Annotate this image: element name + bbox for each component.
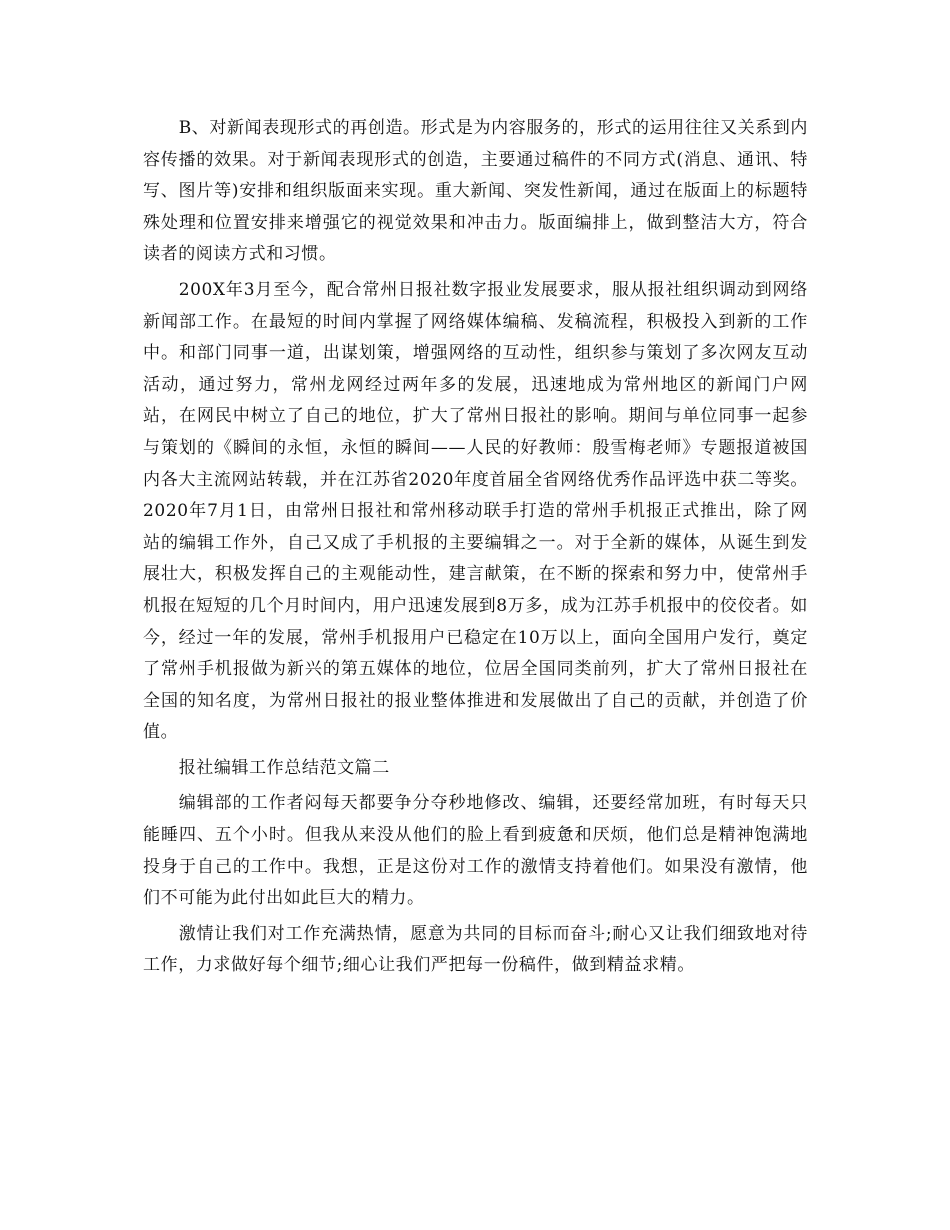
- paragraph-format-creation: B、对新闻表现形式的再创造。形式是为内容服务的，形式的运用往往又关系到内容传播的效果。对于新闻表现形式的创造，主要通过稿件的不同方式(消息、通讯、特写、图片等)安排和组织版面来实现。重大新闻、突发性新闻，通过在版面上的标题特殊处理和位置安排来增强它的视觉效果和冲击力。版面编排上，做到整洁大方，符合读者的阅读方式和习惯。: [143, 118, 808, 265]
- paragraph-network-work: 200X年3月至今，配合常州日报社数字报业发展要求，服从报社组织调动到网络新闻部工作。在最短的时间内掌握了网络媒体编稿、发稿流程，积极投入到新的工作中。和部门同事一道，出谋划策，增强网络的互动性，组织参与策划了多次网友互动活动，通过努力，常州龙网经过两年多的发展，迅速地成为常州地区的新闻门户网站，在网民中树立了自己的地位，扩大了常州日报社的影响。期间与单位同事一起参与策划的《瞬间的永恒，永恒的瞬间——人民的好教师：殷雪梅老师》专题报道被国内各大主流网站转载，并在江苏省2020年度首届全省网络优秀作品评选中获二等奖。2020年7月1日，由常州日报社和常州移动联手打造的常州手机报正式推出，除了网站的编辑工作外，自己又成了手机报的主要编辑之一。对于全新的媒体，从诞生到发展壮大，积极发挥自己的主观能动性，建言献策，在不断的探索和努力中，使常州手机报在短短的几个月时间内，用户迅速发展到8万多，成为江苏手机报中的佼佼者。如今，经过一年的发展，常州手机报用户已稳定在10万以上，面向全国用户发行，奠定了常州手机报做为新兴的第五媒体的地位，位居全国同类前列，扩大了常州日报社在全国的知名度，为常州日报社的报业整体推进和发展做出了自己的贡献，并创造了价值。: [143, 279, 808, 743]
- paragraph-patience-care: 激情让我们对工作充满热情，愿意为共同的目标而奋斗;耐心又让我们细致地对待工作，力求做好每个细节;细心让我们严把每一份稿件，做到精益求精。: [143, 923, 808, 976]
- section-heading: 报社编辑工作总结范文篇二: [178, 757, 390, 778]
- paragraph-editorial-passion: 编辑部的工作者闷每天都要争分夺秒地修改、编辑，还要经常加班，有时每天只能睡四、五个小时。但我从来没从他们的脸上看到疲惫和厌烦，他们总是精神饱满地投身于自己的工作中。我想，正是这份对工作的激情支持着他们。如果没有激情，他们不可能为此付出如此巨大的精力。: [143, 793, 808, 909]
- document-body: [143, 113, 808, 986]
